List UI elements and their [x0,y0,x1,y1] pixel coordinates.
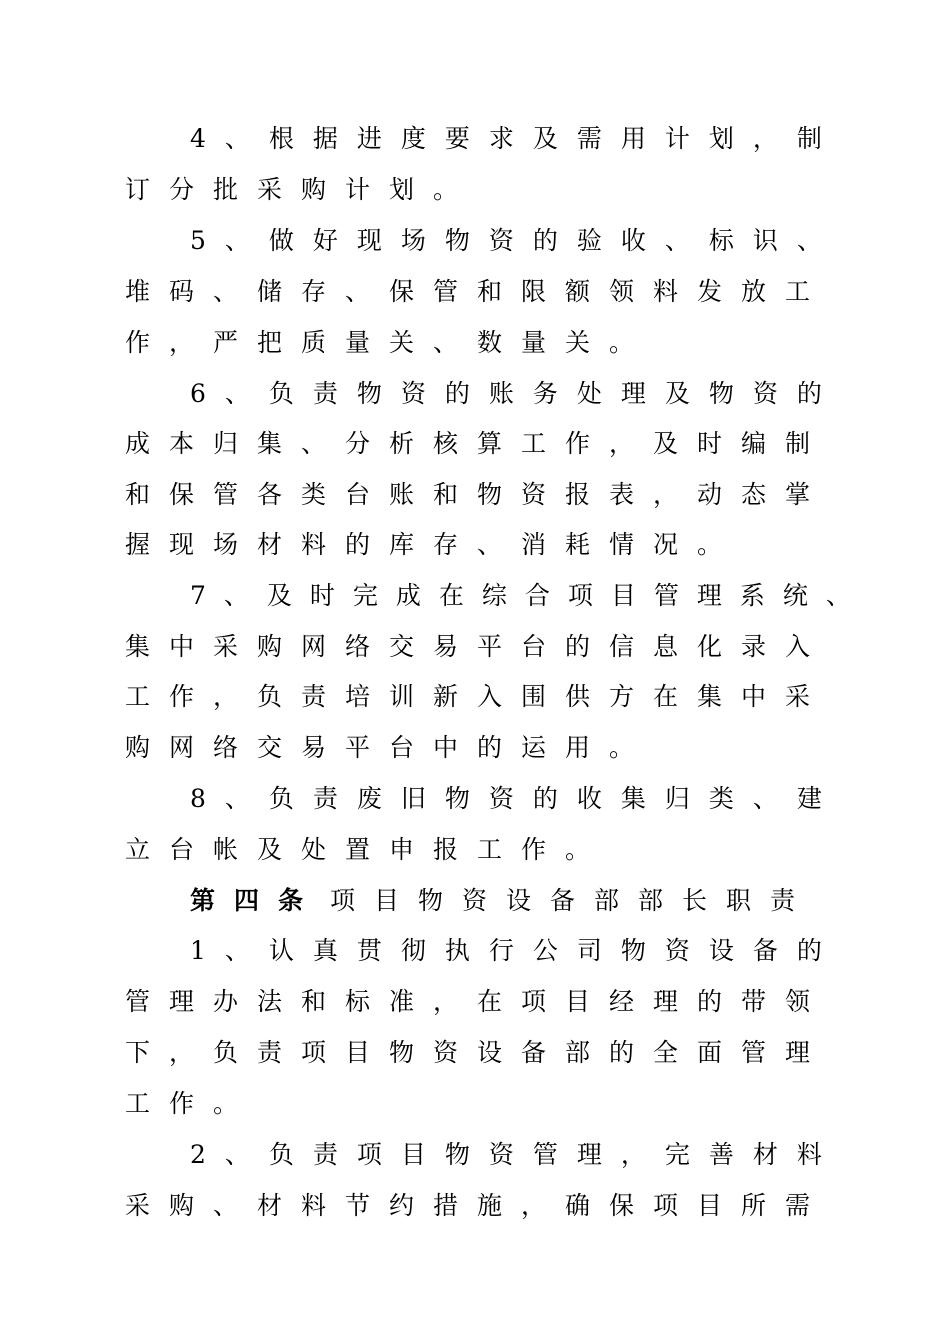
paragraph-line: 工作。 [125,1089,258,1118]
paragraph-line: 8、负责废旧物资的收集归类、建 [190,784,841,813]
paragraph-line: 1、认真贯彻执行公司物资设备的 [190,936,841,965]
paragraph-line: 采购、材料节约措施，确保项目所需 [125,1191,830,1220]
paragraph-line: 订分批采购计划。 [125,175,478,204]
paragraph-line: 4、根据进度要求及需用计划，制 [190,124,841,153]
article-number: 第四条 [190,886,323,915]
paragraph-line: 握现场材料的库存、消耗情况。 [125,530,742,559]
paragraph-line: 集中采购网络交易平台的信息化录入 [125,632,830,661]
paragraph-line: 成本归集、分析核算工作，及时编制 [125,429,830,458]
paragraph-line: 下，负责项目物资设备部的全面管理 [125,1038,830,1067]
paragraph-line: 立台帐及处置申报工作。 [125,835,610,864]
paragraph-line: 5、做好现场物资的验收、标识、 [190,226,841,255]
paragraph-line: 工作，负责培训新入围供方在集中采 [125,682,830,711]
paragraph-line: 和保管各类台账和物资报表，动态掌 [125,480,830,509]
article-title: 项目物资设备部部长职责 [330,886,815,915]
article-heading [190,881,814,921]
paragraph-line: 7、及时完成在综合项目管理系统、 [190,581,869,610]
paragraph-line: 购网络交易平台中的运用。 [125,733,654,762]
paragraph-line: 2、负责项目物资管理，完善材料 [190,1140,841,1169]
paragraph-line: 堆码、储存、保管和限额领料发放工 [125,277,830,306]
paragraph-line: 6、负责物资的账务处理及物资的 [190,379,841,408]
paragraph-line: 管理办法和标准，在项目经理的带领 [125,987,830,1016]
paragraph-line: 作，严把质量关、数量关。 [125,328,654,357]
